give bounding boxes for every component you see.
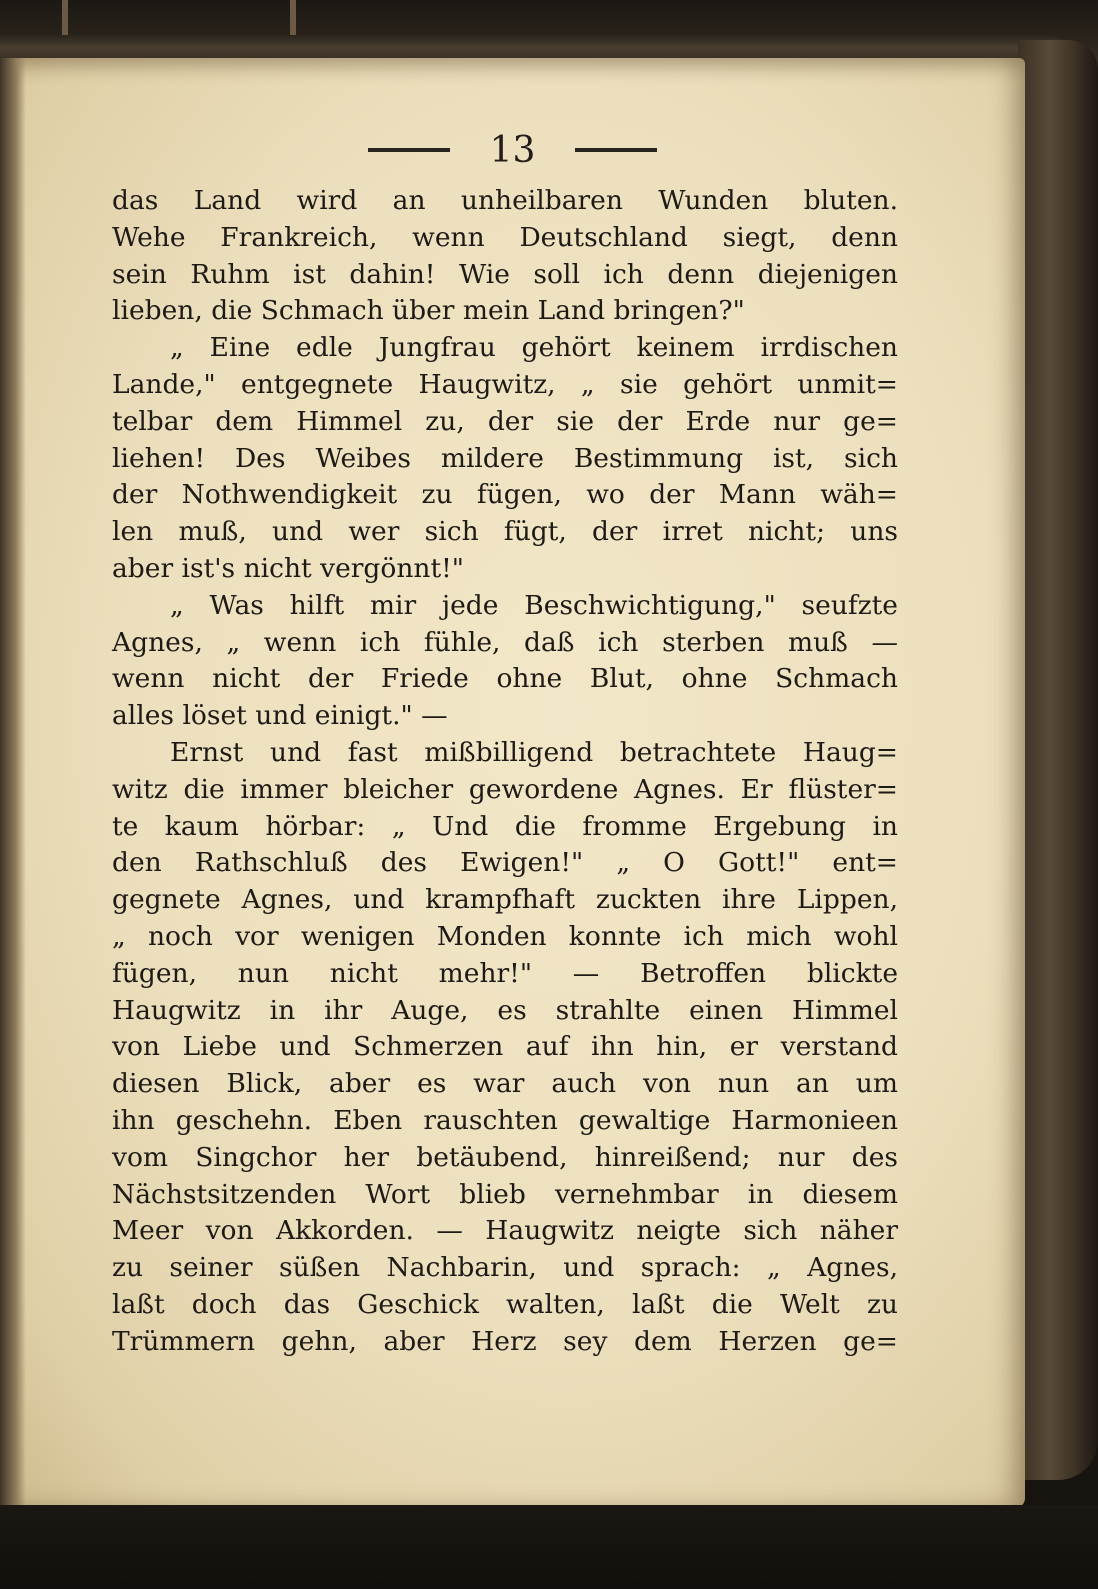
text-line: lieben, die Schmach über mein Land bringen?"	[112, 295, 745, 327]
text-line: vom Singchor her betäubend, hinreißend; nur des	[112, 1141, 898, 1173]
text-line: liehen! Des Weibes mildere Bestimmung ist, sich	[112, 442, 898, 474]
text-line: Lande," entgegnete Haugwitz, „ sie gehört unmit=	[112, 368, 898, 400]
header-rule-right	[575, 148, 657, 152]
text-line: len muß, und wer sich fügt, der irret nicht; uns	[112, 516, 898, 548]
text-line: alles löset und einigt." —	[112, 700, 448, 732]
text-line: Meer von Akkorden. — Haugwitz neigte sich näher	[112, 1215, 898, 1247]
text-line: den Rathschluß des Ewigen!" „ O Gott!" ent=	[112, 847, 898, 879]
text-line: ihn geschehn. Eben rauschten gewaltige Harmonieen	[112, 1104, 898, 1136]
text-line: witz die immer bleicher gewordene Agnes. Er flüster=	[112, 773, 898, 805]
text-line: zu seiner süßen Nachbarin, und sprach: „ Agnes,	[112, 1252, 898, 1284]
text-line: wenn nicht der Friede ohne Blut, ohne Schmach	[112, 663, 898, 695]
text-line: diesen Blick, aber es war auch von nun an um	[112, 1068, 898, 1100]
header-rule-left	[368, 148, 450, 152]
text-line: Ernst und fast mißbilligend betrachtete Haug=	[170, 736, 898, 768]
text-line: laßt doch das Geschick walten, laßt die Welt zu	[112, 1288, 898, 1320]
book-cover-bottom	[0, 1505, 1098, 1589]
page-header	[0, 125, 1025, 175]
text-line: Nächstsitzenden Wort blieb vernehmbar in diesem	[112, 1178, 898, 1210]
text-line: „ noch vor wenigen Monden konnte ich mich wohl	[112, 920, 898, 952]
text-line: te kaum hörbar: „ Und die fromme Ergebung in	[112, 810, 898, 842]
text-line: „ Was hilft mir jede Beschwichtigung," seufzte	[170, 589, 898, 621]
text-line: „ Eine edle Jungfrau gehört keinem irrdischen	[170, 332, 898, 364]
text-line: fügen, nun nicht mehr!" — Betroffen blickte	[112, 957, 898, 989]
body-text	[112, 183, 898, 1361]
text-line: Haugwitz in ihr Auge, es strahlte einen Himmel	[112, 994, 898, 1026]
text-line: Trümmern gehn, aber Herz sey dem Herzen ge=	[112, 1325, 898, 1357]
page-gutter	[0, 58, 26, 1508]
text-line: von Liebe und Schmerzen auf ihn hin, er verstand	[112, 1031, 898, 1063]
text-line: Wehe Frankreich, wenn Deutschland siegt, denn	[112, 221, 898, 253]
text-line: das Land wird an unheilbaren Wunden bluten.	[112, 185, 898, 216]
text-line: gegnete Agnes, und krampfhaft zuckten ihre Lippen,	[112, 884, 898, 916]
text-line: sein Ruhm ist dahin! Wie soll ich denn diejenigen	[112, 258, 898, 290]
text-line: telbar dem Himmel zu, der sie der Erde nur ge=	[112, 405, 898, 437]
text-line: der Nothwendigkeit zu fügen, wo der Mann wäh=	[112, 479, 898, 511]
book-cover-right	[1018, 40, 1098, 1480]
page-number: 13	[489, 129, 536, 171]
text-line: Agnes, „ wenn ich fühle, daß ich sterben muß —	[112, 626, 898, 658]
text-line: aber ist's nicht vergönnt!"	[112, 552, 464, 584]
